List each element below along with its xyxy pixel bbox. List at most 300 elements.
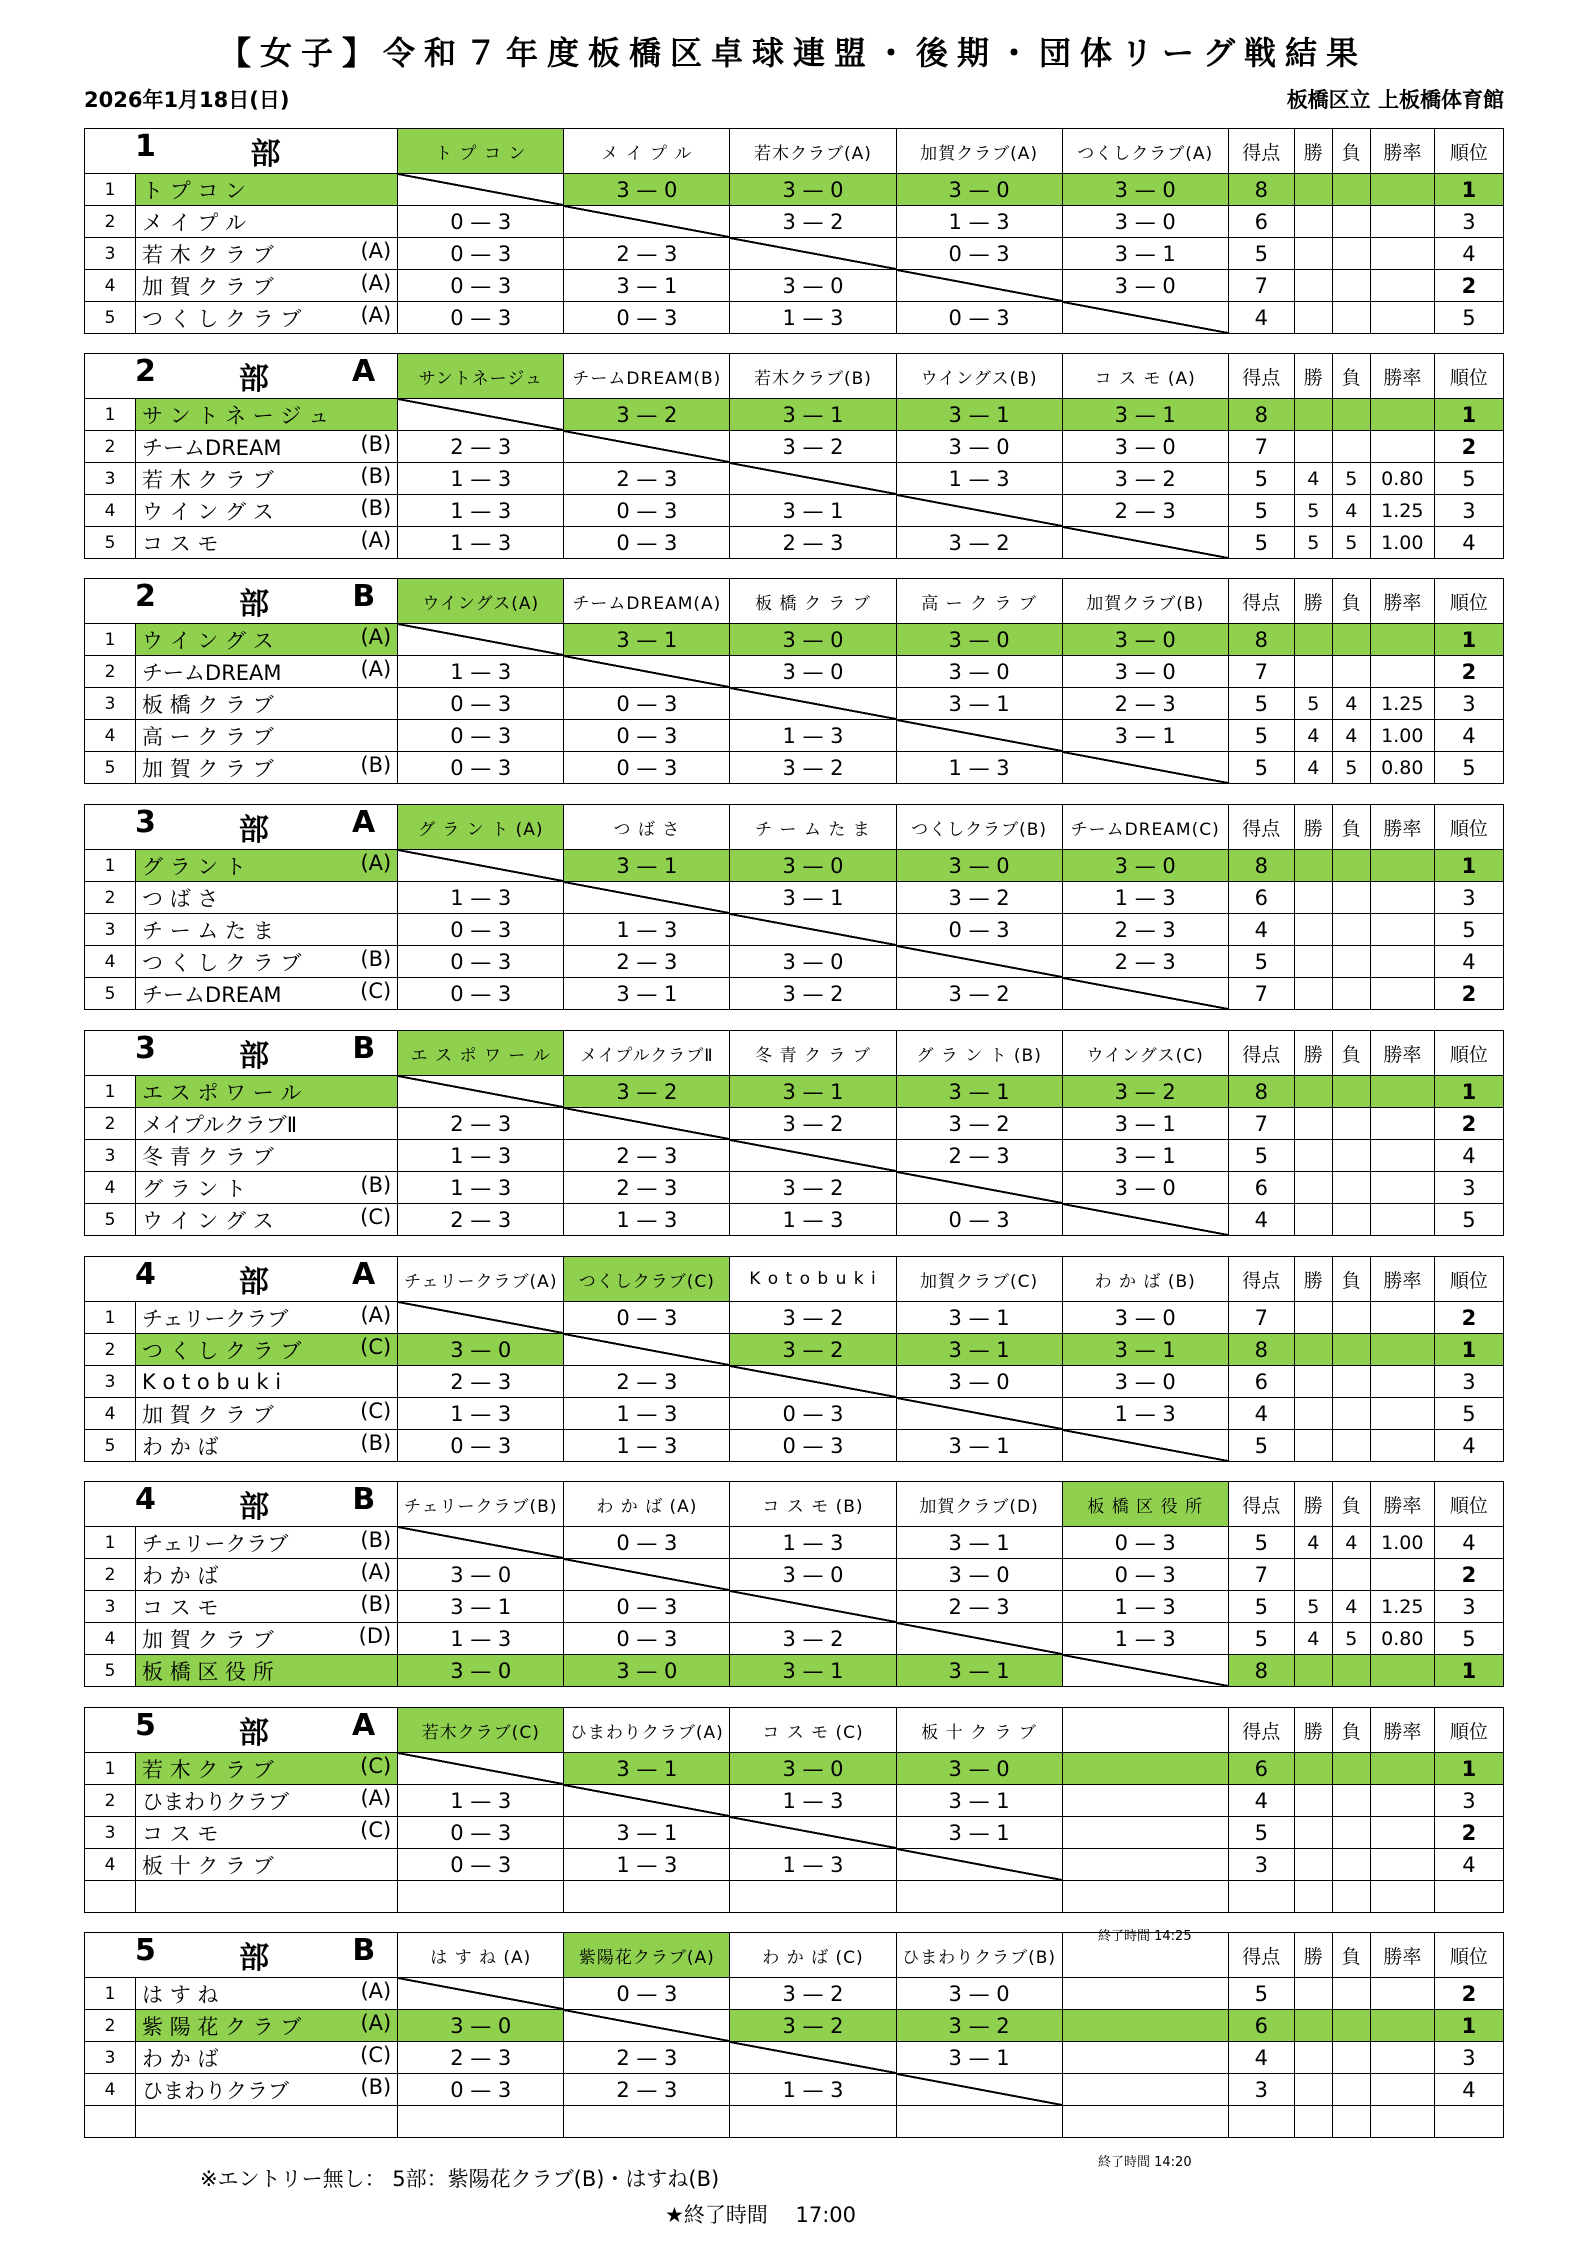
match-score-text: 3 — 0 <box>1114 627 1176 652</box>
rate-cell: 0.80 <box>1370 752 1434 784</box>
self-match-diagonal <box>398 624 564 656</box>
match-score <box>1062 882 1228 914</box>
wins-cell: 4 <box>1294 1527 1332 1559</box>
division-bu: 部 <box>238 813 269 848</box>
match-score <box>896 238 1062 270</box>
points-cell: 7 <box>1228 270 1294 302</box>
match-score-text: 3 — 2 <box>616 402 678 427</box>
match-score-text: 1 — 3 <box>782 723 844 748</box>
league-block <box>84 804 1504 1010</box>
team-row <box>85 1978 1504 2010</box>
wins-cell <box>1294 1978 1332 2010</box>
self-match-diagonal <box>564 656 730 688</box>
team-row <box>85 882 1504 914</box>
team-suffix: (B) <box>360 463 392 488</box>
match-score-text: 3 — 1 <box>948 1530 1010 1555</box>
division-bu: 部 <box>250 137 281 172</box>
match-score-text: 3 — 1 <box>948 691 1010 716</box>
losses-cell <box>1332 1366 1370 1398</box>
rank-header: 順位 <box>1434 1031 1503 1076</box>
losses-cell <box>1332 399 1370 431</box>
rate-cell <box>1370 1140 1434 1172</box>
empty-cell <box>1062 1881 1228 1913</box>
wins-cell <box>1294 174 1332 206</box>
league-block <box>84 353 1504 559</box>
match-score-text: 3 — 1 <box>616 273 678 298</box>
team-name-cell <box>136 1559 398 1591</box>
rate-cell: 1.25 <box>1370 495 1434 527</box>
match-score <box>398 2074 564 2106</box>
losses-cell <box>1332 238 1370 270</box>
division-label <box>85 1257 398 1302</box>
match-score <box>1062 463 1228 495</box>
match-score <box>398 431 564 463</box>
match-score <box>1062 656 1228 688</box>
losses-header: 負 <box>1332 1933 1370 1978</box>
team-name-cell <box>136 946 398 978</box>
rank-cell: 2 <box>1434 1559 1503 1591</box>
team-name-cell <box>136 1334 398 1366</box>
team-name-cell <box>136 270 398 302</box>
losses-cell <box>1332 302 1370 334</box>
rank-cell: 1 <box>1434 1655 1503 1687</box>
rate-cell <box>1370 882 1434 914</box>
rank-header: 順位 <box>1434 354 1503 399</box>
row-number: 5 <box>85 978 136 1010</box>
points-cell: 7 <box>1228 656 1294 688</box>
match-score-text: 3 — 0 <box>782 949 844 974</box>
match-score <box>1062 624 1228 656</box>
points-cell: 8 <box>1228 1334 1294 1366</box>
team-suffix: (B) <box>360 752 392 777</box>
match-score-text: 1 — 3 <box>450 498 512 523</box>
match-score <box>730 1108 896 1140</box>
match-score <box>398 1140 564 1172</box>
league-table <box>84 1030 1504 1236</box>
team-name-cell <box>136 882 398 914</box>
match-score <box>564 1655 730 1687</box>
row-number: 5 <box>85 1655 136 1687</box>
self-match-diagonal <box>564 1785 730 1817</box>
team-name-cell <box>136 1623 398 1655</box>
match-score <box>398 2042 564 2074</box>
rate-cell <box>1370 1817 1434 1849</box>
row-number: 2 <box>85 1334 136 1366</box>
empty-cell <box>730 1881 896 1913</box>
empty-cell <box>1228 2106 1294 2138</box>
division-number: 5 <box>135 1933 156 1968</box>
wins-cell: 4 <box>1294 720 1332 752</box>
rate-header: 勝率 <box>1370 354 1434 399</box>
match-score-text: 0 — 3 <box>616 305 678 330</box>
losses-header: 負 <box>1332 1708 1370 1753</box>
row-number: 4 <box>85 1849 136 1881</box>
team-suffix: (A) <box>360 2010 392 2035</box>
match-score-text: 0 — 3 <box>450 241 512 266</box>
team-name-cell <box>136 720 398 752</box>
division-label <box>85 1933 398 1978</box>
rank-cell: 4 <box>1434 527 1503 559</box>
match-score <box>564 302 730 334</box>
empty-cell <box>85 2106 136 2138</box>
match-score-text: 0 — 3 <box>450 691 512 716</box>
team-name: チームDREAM <box>142 660 282 685</box>
team-name-cell <box>136 656 398 688</box>
match-score-text: 3 — 0 <box>1114 1305 1176 1330</box>
losses-cell: 4 <box>1332 495 1370 527</box>
team-name: チームDREAM <box>142 982 282 1007</box>
rank-cell: 4 <box>1434 1140 1503 1172</box>
team-name-cell <box>136 1655 398 1687</box>
match-score-text: 1 — 3 <box>1114 1401 1176 1426</box>
match-score-text: 3 — 2 <box>616 1079 678 1104</box>
team-name-cell <box>136 624 398 656</box>
rate-cell <box>1370 1302 1434 1334</box>
wins-cell: 5 <box>1294 1591 1332 1623</box>
match-score <box>1062 850 1228 882</box>
row-number: 4 <box>85 1623 136 1655</box>
team-name-cell <box>136 1591 398 1623</box>
match-score <box>730 1334 896 1366</box>
match-score-text: 3 — 1 <box>948 1658 1010 1683</box>
rate-header: 勝率 <box>1370 1708 1434 1753</box>
match-score <box>730 946 896 978</box>
league-block <box>84 1030 1504 1236</box>
team-row <box>85 1140 1504 1172</box>
match-score <box>1062 431 1228 463</box>
rank-cell: 5 <box>1434 1398 1503 1430</box>
match-score-text: 3 — 0 <box>948 177 1010 202</box>
row-number: 4 <box>85 270 136 302</box>
losses-cell <box>1332 174 1370 206</box>
self-match-diagonal <box>564 882 730 914</box>
match-score <box>564 914 730 946</box>
empty-row <box>85 2106 1504 2138</box>
match-score <box>398 1591 564 1623</box>
team-name: チームDREAM <box>142 435 282 460</box>
team-column-header: 加賀クラブ(A) <box>896 129 1062 174</box>
match-score-text: 3 — 0 <box>450 1337 512 1362</box>
row-number: 3 <box>85 1140 136 1172</box>
self-match-diagonal <box>896 720 1062 752</box>
match-score <box>564 720 730 752</box>
wins-header: 勝 <box>1294 1708 1332 1753</box>
losses-cell: 5 <box>1332 1623 1370 1655</box>
team-suffix: (C) <box>360 1398 392 1423</box>
team-suffix: (A) <box>360 270 392 295</box>
match-score <box>896 1559 1062 1591</box>
team-name: つ く し ク ラ ブ <box>142 950 302 975</box>
match-score <box>730 624 896 656</box>
team-column-header: メ イ プ ル <box>564 129 730 174</box>
league-header-row <box>85 354 1504 399</box>
row-number: 3 <box>85 463 136 495</box>
empty-cell <box>1228 1881 1294 1913</box>
match-score-text: 3 — 0 <box>1114 853 1176 878</box>
team-name: チ ー ム た ま <box>142 918 274 943</box>
team-name: サ ン ト ネ ー ジ ュ <box>142 403 330 428</box>
match-score <box>564 1430 730 1462</box>
team-column-header: チェリークラブ(B) <box>398 1482 564 1527</box>
team-name-cell <box>136 431 398 463</box>
losses-cell <box>1332 1753 1370 1785</box>
rank-cell: 1 <box>1434 1753 1503 1785</box>
points-cell: 6 <box>1228 1172 1294 1204</box>
team-column-header: 板 十 ク ラ ブ <box>896 1708 1062 1753</box>
match-score-text: 2 — 3 <box>616 466 678 491</box>
team-suffix: (D) <box>358 1623 392 1648</box>
match-score-text: 0 — 3 <box>450 723 512 748</box>
team-suffix: (A) <box>360 302 392 327</box>
row-number: 2 <box>85 1108 136 1140</box>
team-column-header: ト プ コ ン <box>398 129 564 174</box>
points-header: 得点 <box>1228 579 1294 624</box>
losses-cell <box>1332 1978 1370 2010</box>
league-header-row <box>85 805 1504 850</box>
match-score <box>564 1527 730 1559</box>
team-name: 若 木 ク ラ ブ <box>142 1757 274 1782</box>
wins-cell <box>1294 1430 1332 1462</box>
points-header: 得点 <box>1228 1482 1294 1527</box>
team-name: 板 橋 ク ラ ブ <box>142 692 274 717</box>
match-score-text: 0 — 3 <box>1114 1562 1176 1587</box>
match-score <box>398 1172 564 1204</box>
league-table <box>84 1481 1504 1687</box>
division-group: A <box>351 805 376 840</box>
points-cell: 8 <box>1228 174 1294 206</box>
rate-cell <box>1370 1753 1434 1785</box>
match-score <box>896 978 1062 1010</box>
team-name: 板 橋 区 役 所 <box>142 1659 274 1684</box>
points-header: 得点 <box>1228 805 1294 850</box>
self-match-diagonal <box>1062 1655 1228 1687</box>
match-score <box>896 752 1062 784</box>
team-name-cell <box>136 527 398 559</box>
wins-cell <box>1294 1334 1332 1366</box>
team-row <box>85 206 1504 238</box>
wins-header: 勝 <box>1294 129 1332 174</box>
match-score-text: 1 — 3 <box>616 1852 678 1877</box>
rate-cell <box>1370 1430 1434 1462</box>
match-score <box>1062 2010 1228 2042</box>
team-name-cell <box>136 238 398 270</box>
match-score <box>398 656 564 688</box>
empty-cell <box>1434 2106 1503 2138</box>
empty-cell <box>1332 1881 1370 1913</box>
match-score <box>730 1753 896 1785</box>
points-cell: 5 <box>1228 1817 1294 1849</box>
self-match-diagonal <box>564 1108 730 1140</box>
self-match-diagonal <box>1062 978 1228 1010</box>
row-number: 3 <box>85 1366 136 1398</box>
team-column-header: わ か ば (C) <box>730 1933 896 1978</box>
match-score <box>1062 1849 1228 1881</box>
match-score-text: 3 — 1 <box>1114 1143 1176 1168</box>
losses-cell <box>1332 1817 1370 1849</box>
rank-cell: 5 <box>1434 752 1503 784</box>
match-score <box>1062 1366 1228 1398</box>
rate-header: 勝率 <box>1370 1031 1434 1076</box>
division-number: 4 <box>135 1482 156 1517</box>
match-score <box>730 720 896 752</box>
self-match-diagonal <box>398 174 564 206</box>
team-row <box>85 1527 1504 1559</box>
rank-header: 順位 <box>1434 1708 1503 1753</box>
match-score-text: 1 — 3 <box>782 1852 844 1877</box>
team-column-header: つ ば さ <box>564 805 730 850</box>
match-score-text: 0 — 3 <box>450 755 512 780</box>
match-score <box>730 1849 896 1881</box>
row-number: 4 <box>85 495 136 527</box>
match-score-text: 0 — 3 <box>450 949 512 974</box>
match-score <box>564 1623 730 1655</box>
team-column-header: つくしクラブ(C) <box>564 1257 730 1302</box>
losses-cell <box>1332 2010 1370 2042</box>
match-score <box>730 174 896 206</box>
division-bu: 部 <box>239 1941 270 1976</box>
match-score-text: 1 — 3 <box>450 530 512 555</box>
team-name-cell <box>136 463 398 495</box>
match-score-text: 3 — 1 <box>616 1820 678 1845</box>
match-score-text: 2 — 3 <box>450 1111 512 1136</box>
team-column-header: グ ラ ン ト (B) <box>896 1031 1062 1076</box>
league-header-row <box>85 579 1504 624</box>
rank-cell: 1 <box>1434 850 1503 882</box>
row-number: 3 <box>85 238 136 270</box>
team-row <box>85 1785 1504 1817</box>
match-score <box>896 463 1062 495</box>
self-match-diagonal <box>1062 752 1228 784</box>
match-score-text: 2 — 3 <box>616 1143 678 1168</box>
points-cell: 4 <box>1228 1398 1294 1430</box>
team-name-cell <box>136 914 398 946</box>
wins-cell: 5 <box>1294 527 1332 559</box>
rate-cell: 1.00 <box>1370 1527 1434 1559</box>
team-column-header: コ ス モ (A) <box>1062 354 1228 399</box>
team-column-header: 板 橋 区 役 所 <box>1062 1482 1228 1527</box>
losses-cell <box>1332 1140 1370 1172</box>
wins-cell <box>1294 1076 1332 1108</box>
empty-cell <box>136 2106 398 2138</box>
division-number: 3 <box>135 1031 156 1066</box>
rate-cell <box>1370 1978 1434 2010</box>
match-score <box>730 270 896 302</box>
empty-cell <box>1370 1881 1434 1913</box>
match-score <box>564 624 730 656</box>
team-name: 若 木 ク ラ ブ <box>142 467 274 492</box>
match-score <box>1062 1978 1228 2010</box>
match-score <box>398 206 564 238</box>
wins-header: 勝 <box>1294 1257 1332 1302</box>
rank-cell: 1 <box>1434 2010 1503 2042</box>
match-score-text: 2 — 3 <box>616 2045 678 2070</box>
losses-cell: 4 <box>1332 1591 1370 1623</box>
match-score <box>896 399 1062 431</box>
league-block <box>84 578 1504 784</box>
rate-cell <box>1370 238 1434 270</box>
match-score-text: 3 — 0 <box>782 853 844 878</box>
rank-header: 順位 <box>1434 1933 1503 1978</box>
team-name: つ く し ク ラ ブ <box>142 1338 302 1363</box>
match-score <box>896 1302 1062 1334</box>
team-name-cell <box>136 1140 398 1172</box>
team-column-header: ウイングス(B) <box>896 354 1062 399</box>
team-column-header: サントネージュ <box>398 354 564 399</box>
match-score-text: 3 — 0 <box>1114 434 1176 459</box>
points-cell: 8 <box>1228 1655 1294 1687</box>
match-score <box>1062 1527 1228 1559</box>
row-number: 1 <box>85 399 136 431</box>
division-group: B <box>352 1933 376 1968</box>
league-header-row <box>85 1257 1504 1302</box>
match-score <box>398 914 564 946</box>
rate-header: 勝率 <box>1370 1257 1434 1302</box>
match-score <box>398 1817 564 1849</box>
rate-cell <box>1370 1366 1434 1398</box>
team-column-header <box>1062 1708 1228 1753</box>
team-name-cell <box>136 1172 398 1204</box>
rate-cell <box>1370 1172 1434 1204</box>
points-cell: 3 <box>1228 2074 1294 2106</box>
rank-cell: 2 <box>1434 1108 1503 1140</box>
match-score-text: 3 — 0 <box>616 1658 678 1683</box>
match-score <box>730 850 896 882</box>
self-match-diagonal <box>896 1398 1062 1430</box>
rank-cell: 5 <box>1434 1623 1503 1655</box>
losses-header: 負 <box>1332 354 1370 399</box>
team-row <box>85 624 1504 656</box>
team-suffix: (A) <box>360 1302 392 1327</box>
team-row <box>85 1334 1504 1366</box>
match-score <box>398 1655 564 1687</box>
rank-cell: 3 <box>1434 206 1503 238</box>
points-cell: 7 <box>1228 978 1294 1010</box>
match-score-text: 3 — 1 <box>948 1433 1010 1458</box>
match-score <box>1062 1302 1228 1334</box>
team-column-header: ウイングス(C) <box>1062 1031 1228 1076</box>
match-score <box>564 495 730 527</box>
row-number: 2 <box>85 1785 136 1817</box>
match-score-text: 3 — 1 <box>782 885 844 910</box>
losses-cell <box>1332 1849 1370 1881</box>
division-bu: 部 <box>239 1490 270 1525</box>
wins-cell <box>1294 1559 1332 1591</box>
self-match-diagonal <box>730 1140 896 1172</box>
match-score <box>564 1302 730 1334</box>
wins-cell <box>1294 2074 1332 2106</box>
division-number: 5 <box>135 1708 156 1743</box>
losses-header: 負 <box>1332 1257 1370 1302</box>
match-score-text: 3 — 0 <box>948 627 1010 652</box>
wins-header: 勝 <box>1294 354 1332 399</box>
rate-cell <box>1370 1076 1434 1108</box>
points-cell: 4 <box>1228 1785 1294 1817</box>
division-group: A <box>351 354 376 389</box>
team-row <box>85 1076 1504 1108</box>
match-score-text: 3 — 1 <box>782 1079 844 1104</box>
match-score-text: 0 — 3 <box>948 241 1010 266</box>
team-name-cell <box>136 1398 398 1430</box>
match-score <box>730 2010 896 2042</box>
match-score-text: 0 — 3 <box>616 1305 678 1330</box>
match-score <box>1062 1334 1228 1366</box>
self-match-diagonal <box>730 914 896 946</box>
empty-cell <box>730 2106 896 2138</box>
team-name-cell <box>136 2074 398 2106</box>
division-label <box>85 129 398 174</box>
team-name-cell <box>136 2010 398 2042</box>
match-score <box>564 1366 730 1398</box>
